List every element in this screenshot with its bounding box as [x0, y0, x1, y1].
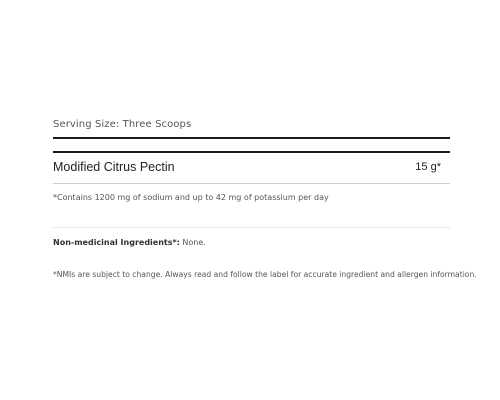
nmi-disclaimer: *NMIs are subject to change. Always read and follow the label for accurate ingredient and allergen information. [53, 270, 477, 279]
non-medicinal-ingredients [53, 238, 206, 247]
divider-thick [53, 151, 450, 153]
serving-size: Serving Size: Three Scoops [53, 119, 192, 130]
non-medicinal-value: None. [179, 238, 206, 247]
ingredient-amount: 15 g* [415, 161, 441, 173]
divider-thick-top [53, 137, 450, 139]
non-medicinal-label: Non-medicinal Ingredients*: [53, 238, 180, 247]
divider-light [53, 227, 450, 228]
sodium-footnote: *Contains 1200 mg of sodium and up to 42 mg of potassium per day [53, 193, 329, 202]
ingredient-row [53, 160, 450, 178]
ingredient-name: Modified Citrus Pectin [53, 160, 175, 174]
divider-thin [53, 183, 450, 184]
